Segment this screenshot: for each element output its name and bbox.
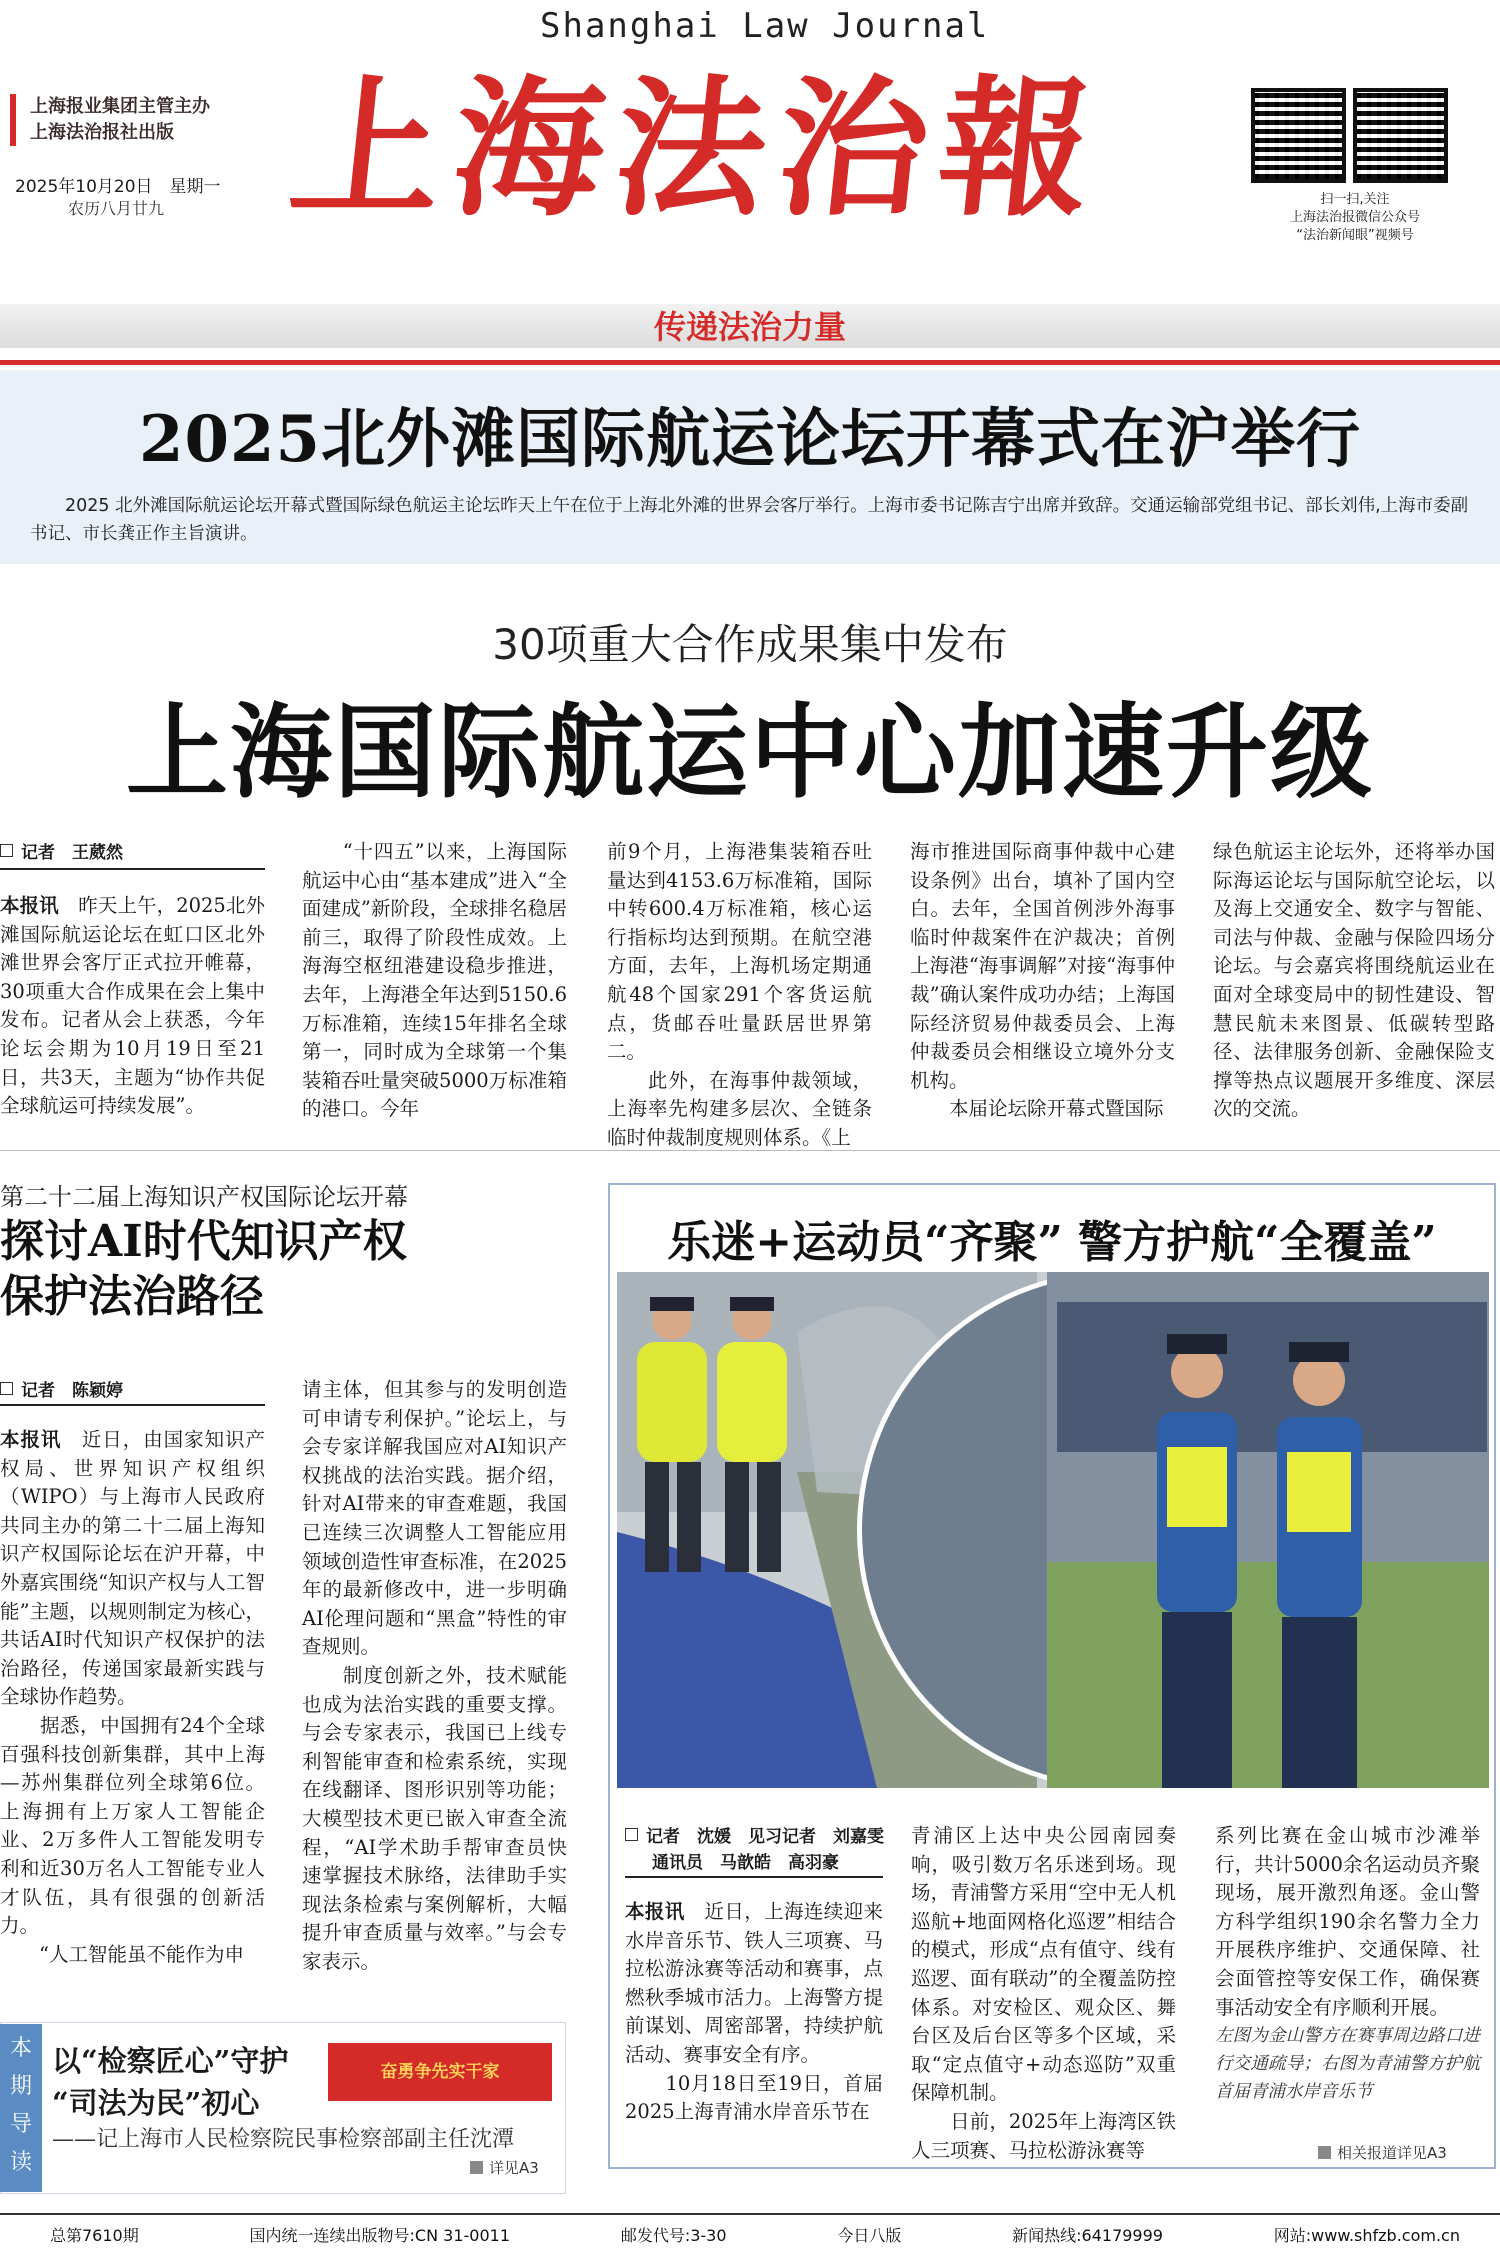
ref-text: 详见A3 [489,2159,539,2177]
lead-story-column-5: 绿色航运主论坛外，还将举办国际海运论坛与国际航空论坛，以及海上交通安全、数字与智能、司法与仲裁、金融与保险四场分论坛。与会嘉宾将围绕航运业在面对全球变局中的韧性建设、智慧民航未来图景、低碳转型路径、法律服务创新、金融保险支撑等热点议题展开多维度、深层次的交流。 [1213,840,1495,1121]
ref-square-icon [470,2161,483,2174]
video-qr-code [1353,88,1448,183]
footer [0,2213,1500,2253]
byline-box-icon [0,844,13,857]
footer-issue: 总第7610期 [50,2226,139,2245]
teaser-ref[interactable] [470,2157,539,2178]
teaser-bar-char: 期 [9,2074,32,2099]
teaser-line: “司法为民”初心 [52,2086,260,2120]
photo-story-column-3: 系列比赛在金山城市沙滩举行，共计5000余名运动员齐聚现场，展开激烈角逐。金山警方科学组织190余名警力全力开展秩序维护、交通保障、社会面管控等安保工作，确保赛事活动安全有序顺利开展。 [1215,1824,1480,2019]
byline-box-icon [625,1828,638,1841]
ip-story-byline [0,1376,123,1401]
lead-story-column-2: “十四五”以来，上海国际航运中心由“基本建成”进入“全面建成”新阶段，全球排名稳居前三，取得了阶段性成效。上海海空枢纽港建设稳步推进，去年，上海港全年达到5150.6万标准箱，连续15年排名全球第一，同时成为全球第一个集装箱吞吐量突破5000万标准箱的港口。今年 [302,840,567,1121]
byline-text: 记者 陈颖婷 [21,1381,123,1401]
teaser-line: 以“检察匠心”守护 [52,2044,289,2078]
photo-story-byline [625,1822,884,1847]
top-story-summary: 2025 北外滩国际航运论坛开幕式暨国际绿色航运主论坛昨天上午在位于上海北外滩的世界会客厅举行。上海市委书记陈吉宁出席并致辞。交通运输部党组书记、部长刘伟,上海市委副书记、市长龚正作主旨演讲。 [30,496,1469,544]
photo-story-column-2: 青浦区上达中央公园南园奏响，吸引数万名乐迷到场。现场，青浦警方采用“空中无人机巡航+地面网格化巡逻”相结合的模式，形成“点有值守、线有巡逻、面有联动”的全覆盖防控体系。对安检区、观众区、舞台区及后台区等多个区域，采取“定点值守+动态巡防”双重保障机制。 日前，2025年上海湾区铁人三项赛、马拉松游泳赛等 [911,1824,1176,2162]
lunar-date: 农历八月廿九 [68,199,165,218]
qr-caption-line: “法治新闻眼”视频号 [1296,228,1414,243]
photo-caption: 左图为金山警方在赛事周边路口进行交通疏导；右图为青浦警方护航首届青浦水岸音乐节 [1215,2026,1480,2102]
footer-pages: 今日八版 [837,2226,902,2245]
wechat-qr-code [1251,88,1346,183]
police-photo-illustration [617,1272,1489,1788]
ip-story-column-2: 请主体，但其参与的发明创造可申请专利保护。”论坛上，与会专家详解我国应对AI知识产权挑战的法治实践。据介绍，针对AI带来的审查难题，我国已连续三次调整人工智能应用领域创造性审查标准，在2025年的最新修改中，进一步明确AI伦理问题和“黑盒”特性的审查规则。 制度创新之外，技术赋能也成为法治实践的重要支撑。与会专家表示，我国已上线专利智能审查和检索系统，实现在线翻译、图形识别等功能；大模型技术更已嵌入审查全流程，“AI学术助手帮审查员快速掌握技术脉络，法律助手实现法条检索与案例解析，大幅提升审查质量与效率。”与会专家表示。 [302,1378,567,1973]
photo-story-headline[interactable]: 乐迷+运动员“齐聚” 警方护航“全覆盖” [667,1217,1437,1268]
ip-story-kicker: 第二十二届上海知识产权国际论坛开幕 [0,1183,408,1211]
teaser-badge: 奋勇争先实干家 [328,2043,552,2101]
teaser-bar-char: 读 [9,2150,32,2175]
lead-story-headline[interactable]: 上海国际航运中心加速升级 [126,693,1374,813]
section-rule [0,1150,1500,1151]
lead-story-byline [0,838,123,863]
red-rule [0,360,1500,365]
ip-story-headline[interactable] [0,1214,407,1324]
byline-box-icon [0,1382,13,1395]
newspaper-logo: 上海法治報 [282,61,1112,237]
teaser-bar-char: 导 [9,2112,32,2137]
footer-hotline: 新闻热线:64179999 [1012,2226,1163,2245]
publisher-info [10,94,210,146]
ref-text: 相关报道详见A3 [1337,2144,1447,2162]
english-title: Shanghai Law Journal [540,6,990,46]
byline-text: 记者 王葳然 [21,843,123,863]
teaser-headline[interactable] [52,2040,288,2124]
byline-text: 通讯员 马歆皓 高羽豪 [652,1853,839,1873]
photo-story-ref[interactable] [1318,2142,1447,2163]
byline-rule [0,1404,265,1406]
teaser-bar-label [0,2030,42,2182]
footer-website[interactable]: 网站:www.shfzb.com.cn [1273,2226,1460,2245]
byline-rule [0,868,265,870]
issue-date: 2025年10月20日 星期一 [15,177,221,197]
lead-story-column-3: 前9个月，上海港集装箱吞吐量达到4153.6万标准箱，国际中转600.4万标准箱，核心运行指标均达到预期。在航空港方面，去年，上海机场定期通航48个国家291个客货运航点，货邮吞吐量跃居世界第二。 此外，在海事仲裁领域，上海率先构建多层次、全链条临时仲裁制度规则体系。《上 [607,840,872,1149]
qr-caption-line: 扫一扫,关注 [1320,192,1390,207]
photo-story-column-1 [625,1898,883,2127]
lead-story-column-1 [0,892,265,1121]
lead-label: 本报讯 [0,1428,62,1451]
byline-rule [625,1876,883,1878]
qr-caption-line: 上海法治报微信公众号 [1289,210,1420,225]
column-text: 昨天上午，2025北外滩国际航运论坛在虹口区北外滩世界会客厅正式拉开帷幕，30项重大合作成果在会上集中发布。记者从会上获悉，今年论坛会期为10月19日至21日，共3天，主题为“协作共促全球航运可持续发展”。 [0,894,265,1118]
ip-story-column-1 [0,1426,265,1969]
column-text: 近日，上海连续迎来水岸音乐节、铁人三项赛、马拉松游泳赛等活动和赛事，点燃秋季城市活力。上海警方提前谋划、周密部署，持续护航活动、赛事安全有序。 10月18日至19日，首届2025上海青浦水岸音乐节在 [625,1900,883,2124]
lead-label: 本报讯 [625,1900,685,1923]
qr-caption [1250,191,1460,245]
teaser-bar-char: 本 [9,2036,32,2061]
photo-story-byline-2 [652,1848,839,1873]
byline-text: 记者 沈媛 见习记者 刘嘉雯 [646,1827,884,1847]
footer-cn-number: 国内统一连续出版物号:CN 31-0011 [249,2226,511,2245]
top-story-headline[interactable]: 2025北外滩国际航运论坛开幕式在沪举行 [138,402,1362,477]
ref-square-icon [1318,2146,1331,2159]
police-photo[interactable] [617,1272,1489,1788]
headline-line: 保护法治路径 [0,1271,264,1322]
publisher-line: 上海报业集团主管主办 [30,96,210,117]
lead-label: 本报讯 [0,894,59,917]
lead-story-column-4: 海市推进国际商事仲裁中心建设条例》出台，填补了国内空白。去年，全国首例涉外海事临时仲裁案件在沪裁决；首例上海港“海事调解”对接“海事仲裁”确认案件成功办结；上海国际经济贸易仲裁委员会、上海仲裁委员会相继设立境外分支机构。 本届论坛除开幕式暨国际 [910,840,1175,1121]
teaser-subtitle: ——记上海市人民检察院民事检察部副主任沈潭 [52,2127,515,2152]
publisher-line: 上海法治报社出版 [30,122,174,143]
slogan: 传递法治力量 [653,308,846,346]
column-text: 近日，由国家知识产权局、世界知识产权组织（WIPO）与上海市人民政府共同主办的第二十二届上海知识产权国际论坛在沪开幕，中外嘉宾围绕“知识产权与人工智能”主题，以规则制定为核心，共话AI时代知识产权保护的法治路径，传递国家最新实践与全球协作趋势。 据悉，中国拥有24个全球百强科技创新集群，其中上海—苏州集群位列全球第6位。上海拥有上万家人工智能企业、2万多件人工智能发明专利和近30万名人工智能专业人才队伍，具有很强的创新活力。 “人工智能虽不能作为申 [0,1428,265,1966]
headline-line: 探讨AI时代知识产权 [0,1216,407,1267]
lead-story-kicker: 30项重大合作成果集中发布 [492,620,1008,669]
footer-postal: 邮发代号:3-30 [620,2226,727,2245]
